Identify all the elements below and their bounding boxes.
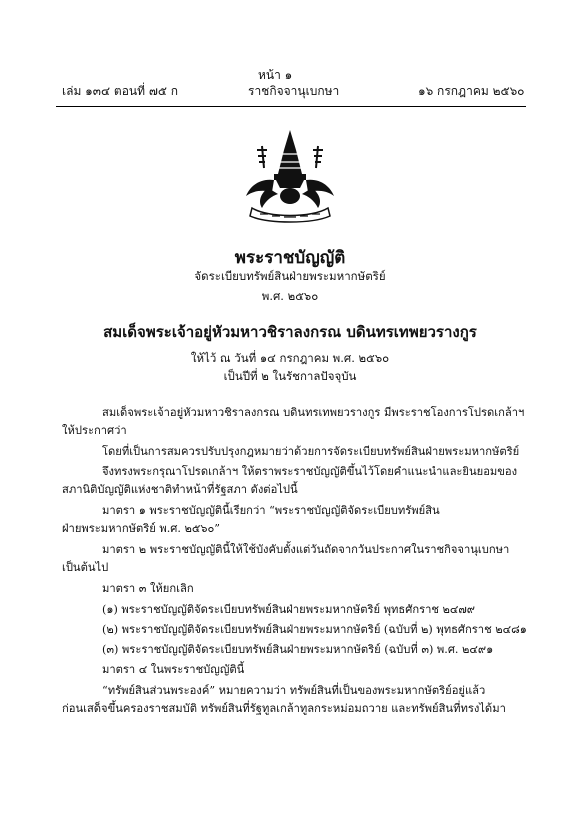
header-rule bbox=[56, 106, 526, 107]
section-4: มาตรา ๔ ในพระราชบัญญัตินี้ bbox=[102, 663, 245, 676]
page-number: หน้า ๑ bbox=[258, 68, 293, 82]
garuda-crest-icon bbox=[238, 128, 342, 224]
body-line: ก่อนเสด็จขึ้นครองราชสมบัติ ทรัพย์สินที่รัฐทูลเกล้าทูลกระหม่อมถวาย และทรัพย์สินที่ทรงได้มา bbox=[62, 702, 506, 715]
body-line: ให้ประกาศว่า bbox=[62, 424, 127, 437]
body-line: สมเด็จพระเจ้าอยู่หัวมหาวชิราลงกรณ บดินทรเทพยวรางกูร มีพระราชโองการโปรดเกล้าฯ bbox=[102, 406, 525, 419]
section-2: มาตรา ๒ พระราชบัญญัตินี้ให้ใช้บังคับตั้งแต่วันถัดจากวันประกาศในราชกิจจานุเบกษา bbox=[102, 543, 510, 556]
body-line: เป็นต้นไป bbox=[62, 561, 109, 574]
reign-year: เป็นปีที่ ๒ ในรัชกาลปัจจุบัน bbox=[223, 369, 357, 383]
publication-date: ๑๖ กรกฎาคม ๒๕๖๐ bbox=[418, 84, 525, 98]
act-title: จัดระเบียบทรัพย์สินฝ่ายพระมหากษัตริย์ bbox=[194, 269, 386, 283]
given-date: ให้ไว้ ณ วันที่ ๑๔ กรกฎาคม พ.ศ. ๒๕๖๐ bbox=[190, 351, 390, 365]
list-item: (๑) พระราชบัญญัติจัดระเบียบทรัพย์สินฝ่ายพระมหากษัตริย์ พุทธศักราช ๒๔๗๙ bbox=[102, 603, 475, 616]
publication-name: ราชกิจจานุเบกษา bbox=[248, 84, 340, 98]
volume-info: เล่ม ๑๓๔ ตอนที่ ๗๕ ก bbox=[62, 84, 179, 98]
body-line: จึงทรงพระกรุณาโปรดเกล้าฯ ให้ตราพระราชบัญญัติขึ้นไว้โดยคำแนะนำและยินยอมของ bbox=[102, 465, 518, 478]
list-item: (๒) พระราชบัญญัติจัดระเบียบทรัพย์สินฝ่ายพระมหากษัตริย์ (ฉบับที่ ๒) พุทธศักราช ๒๔๘๑ bbox=[102, 623, 527, 636]
section-3: มาตรา ๓ ให้ยกเลิก bbox=[102, 582, 194, 595]
body-line: โดยที่เป็นการสมควรปรับปรุงกฎหมายว่าด้วยการจัดระเบียบทรัพย์สินฝ่ายพระมหากษัตริย์ bbox=[102, 445, 520, 458]
body-line: สภานิติบัญญัติแห่งชาติทำหน้าที่รัฐสภา ดังต่อไปนี้ bbox=[62, 483, 298, 496]
act-type: พระราชบัญญัติ bbox=[234, 248, 346, 268]
section-1: มาตรา ๑ พระราชบัญญัตินี้เรียกว่า “พระราชบัญญัติจัดระเบียบทรัพย์สิน bbox=[102, 504, 440, 517]
body-line: “ทรัพย์สินส่วนพระองค์” หมายความว่า ทรัพย์สินที่เป็นของพระมหากษัตริย์อยู่แล้ว bbox=[102, 684, 486, 697]
body-line: ฝ่ายพระมหากษัตริย์ พ.ศ. ๒๕๖๐” bbox=[62, 522, 220, 535]
list-item: (๓) พระราชบัญญัติจัดระเบียบทรัพย์สินฝ่ายพระมหากษัตริย์ (ฉบับที่ ๓) พ.ศ. ๒๔๙๑ bbox=[102, 643, 494, 656]
king-name: สมเด็จพระเจ้าอยู่หัวมหาวชิราลงกรณ บดินทรเทพยวรางกูร bbox=[103, 323, 477, 341]
act-year: พ.ศ. ๒๕๖๐ bbox=[261, 289, 319, 303]
